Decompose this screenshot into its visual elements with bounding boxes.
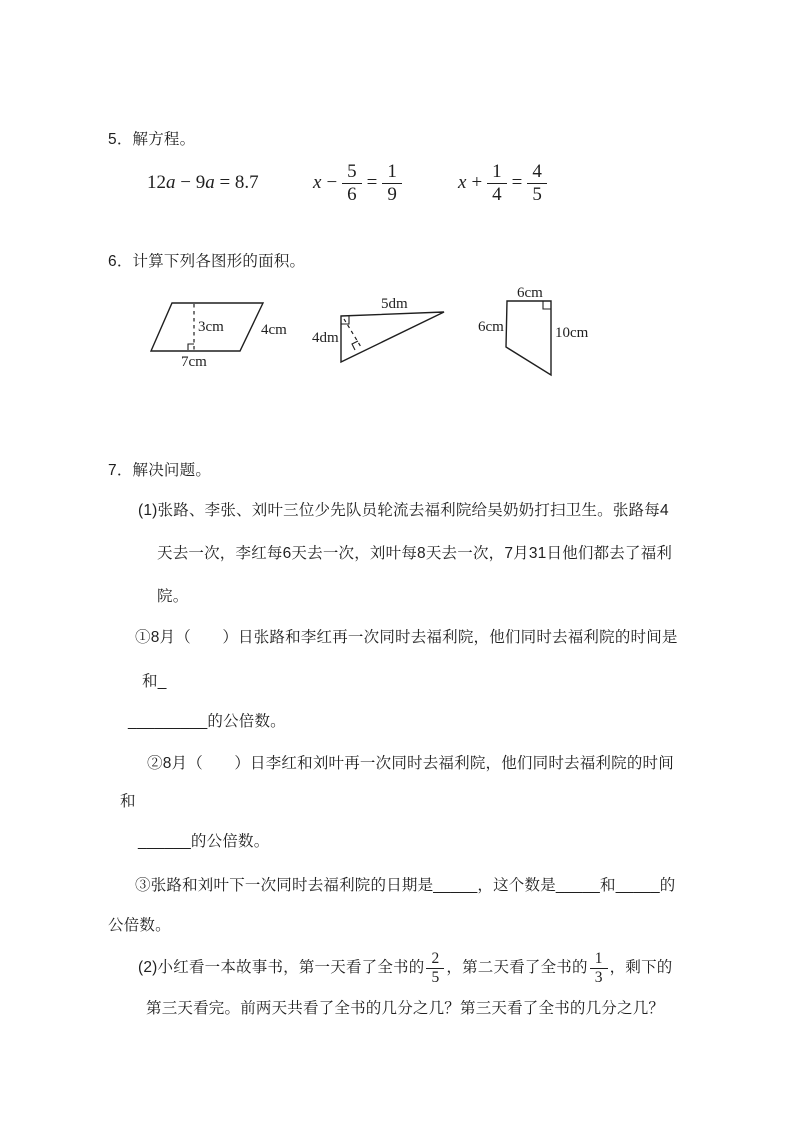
problem2-line2: 第三天看完。前两天共看了全书的几分之几？第三天看了全书的几分之几？ (146, 1000, 665, 1017)
triangle-figure (312, 296, 444, 362)
problem2-fraction-1: $\frac{2}{5}$ (426, 950, 444, 986)
equation-3-equals: = (511, 172, 523, 193)
section7-heading: 7．解决问题。 (108, 462, 212, 479)
subquestion1-line2: 和_ (142, 673, 167, 690)
subquestion3-line1: ③张路和刘叶下一次同时去福利院的日期是_____，这个数是_____和_____的 (135, 877, 676, 894)
equation-3 (458, 158, 547, 208)
quadrilateral-right-label: 10cm (555, 325, 589, 341)
subquestion1-line1: ①8月（ ）日张路和李红再一次同时去福利院，他们同时去福利院的时间是 (135, 629, 678, 646)
problem2-line1 (138, 948, 672, 988)
equation-3-fraction-2: $\frac{4}{5}$ (527, 161, 547, 205)
equation-1-text: 12a − 9a = 8.7 (147, 172, 259, 193)
quadrilateral-outline (506, 301, 551, 375)
equation-3-fraction-1: $\frac{1}{4}$ (487, 161, 507, 205)
parallelogram-base-label: 7cm (181, 354, 207, 370)
equation-3-operator: + (471, 172, 483, 193)
equation-2-fraction-2: $\frac{1}{9}$ (382, 161, 402, 205)
equation-1 (147, 158, 259, 208)
equation-3-variable: x (458, 172, 467, 193)
subquestion1-line3: _________的公倍数。 (128, 713, 286, 730)
parallelogram-right-angle-mark (188, 344, 194, 350)
equation-2 (313, 158, 402, 208)
subquestion3-line2: 公倍数。 (108, 917, 171, 934)
quadrilateral-figure (478, 285, 589, 375)
equation-2-operator: − (326, 172, 338, 193)
subquestion2-line2: 和 (120, 793, 136, 810)
subquestion2-line3: ______的公倍数。 (138, 833, 270, 850)
problem2-fraction-2: $\frac{1}{3}$ (590, 950, 608, 986)
subquestion2-line1: ②8月（ ）日李红和刘叶再一次同时去福利院，他们同时去福利院的时间 (147, 755, 674, 772)
problem2-text-mid: ，第二天看了全书的 (446, 959, 588, 977)
section5-heading: 5．解方程。 (108, 131, 196, 148)
equation-2-equals: = (366, 172, 378, 193)
section6-heading: 6．计算下列各图形的面积。 (108, 253, 306, 270)
triangle-top-label: 5dm (381, 296, 408, 312)
problem1-line1: (1)张路、李张、刘叶三位少先队员轮流去福利院给吴奶奶打扫卫生。张路每4 (138, 502, 669, 519)
parallelogram-height-label: 3cm (198, 319, 224, 335)
triangle-altitude-dashed-line (344, 319, 361, 347)
quadrilateral-right-angle-mark (543, 301, 551, 309)
problem1-line3: 院。 (157, 588, 189, 605)
problem2-text-post: ，剩下的 (609, 959, 673, 977)
equation-2-fraction-1: $\frac{5}{6}$ (342, 161, 362, 205)
parallelogram-side-label: 4cm (261, 322, 287, 338)
quadrilateral-left-label: 6cm (478, 319, 504, 335)
quadrilateral-top-label: 6cm (517, 285, 543, 301)
geometry-figures (120, 270, 620, 400)
triangle-altitude-right-angle-mark (352, 341, 358, 350)
problem2-text-pre: (2)小红看一本故事书，第一天看了全书的 (138, 959, 425, 977)
triangle-outline (341, 312, 444, 362)
equation-2-variable: x (313, 172, 322, 193)
parallelogram-figure (151, 303, 287, 370)
triangle-left-label: 4dm (312, 330, 339, 346)
problem1-line2: 天去一次，李红每6天去一次，刘叶每8天去一次，7月31日他们都去了福利 (157, 545, 673, 562)
